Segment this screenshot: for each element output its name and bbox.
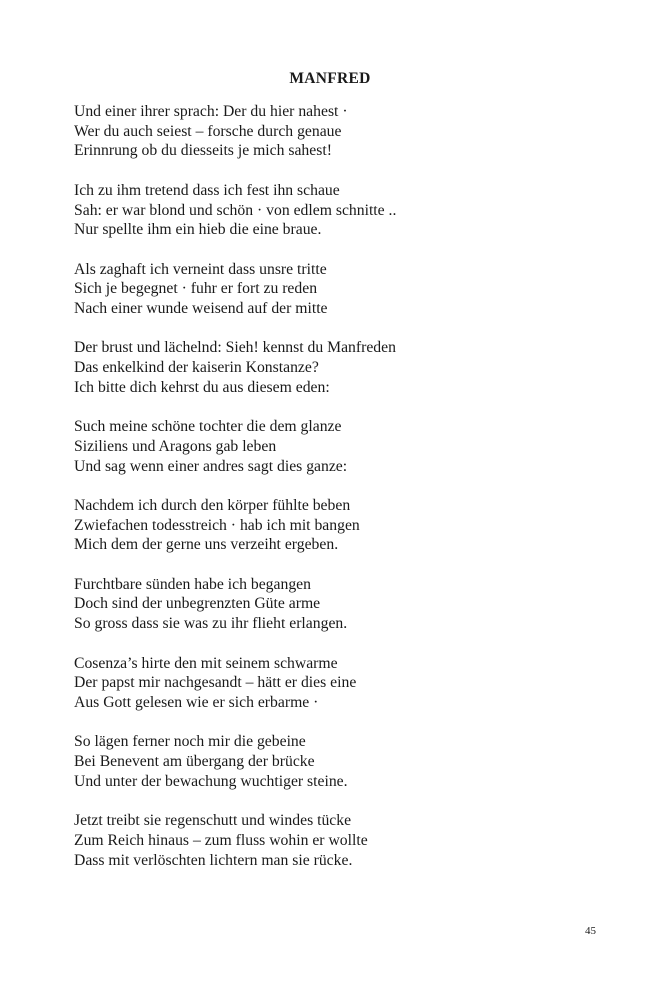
verse-line: Furchtbare sünden habe ich begangen [74, 575, 311, 593]
stanza [74, 654, 594, 713]
verse-line: Siziliens und Aragons gab leben [74, 437, 277, 455]
stanza [74, 575, 594, 634]
poem-title: MANFRED [289, 70, 371, 87]
verse-line: Und einer ihrer sprach: Der du hier nahest · [74, 103, 348, 120]
verse-line: Zwiefachen todesstreich · hab ich mit bangen [74, 516, 360, 534]
verse-line: Der brust und lächelnd: Sieh! kennst du Manfreden [74, 339, 396, 357]
stanza [74, 417, 594, 476]
verse-line: Ich zu ihm tretend dass ich fest ihn schaue [74, 181, 340, 199]
verse-line: Zum Reich hinaus – zum fluss wohin er wollte [74, 831, 368, 849]
stanza [74, 496, 594, 555]
stanza [74, 811, 594, 870]
verse-line: Und unter der bewachung wuchtiger steine. [74, 772, 348, 790]
stanza [74, 260, 594, 319]
poem-body [74, 102, 594, 890]
verse-line: Und sag wenn einer andres sagt dies ganze: [74, 457, 348, 475]
verse-line: So gross dass sie was zu ihr flieht erlangen. [74, 615, 348, 633]
verse-line: Bei Benevent am übergang der brücke [74, 753, 315, 771]
verse-line: Aus Gott gelesen wie er sich erbarme · [74, 693, 319, 711]
verse-line: Wer du auch seiest – forsche durch genaue [74, 122, 342, 140]
verse-line: Dass mit verlöschten lichtern man sie rücke. [74, 851, 353, 869]
verse-line: Jetzt treibt sie regenschutt und windes tücke [74, 812, 352, 830]
verse-line: Als zaghaft ich verneint dass unsre tritte [74, 260, 327, 278]
stanza [74, 181, 594, 240]
verse-line: Such meine schöne tochter die dem glanze [74, 418, 342, 436]
verse-line: Sich je begegnet · fuhr er fort zu reden [74, 280, 318, 298]
verse-line: So lägen ferner noch mir die gebeine [74, 733, 306, 751]
verse-line: Ich bitte dich kehrst du aus diesem eden: [74, 378, 330, 396]
stanza [74, 732, 594, 791]
verse-line: Sah: er war blond und schön · von edlem schnitte .. [74, 201, 397, 219]
page-number: 45 [585, 925, 596, 937]
verse-line: Cosenza’s hirte den mit seinem schwarme [74, 654, 338, 672]
stanza [74, 102, 594, 161]
verse-line: Der papst mir nachgesandt – hätt er dies eine [74, 674, 357, 692]
verse-line: Nach einer wunde weisend auf der mitte [74, 300, 328, 317]
verse-line: Nur spellte ihm ein hieb die eine braue. [74, 221, 322, 239]
stanza [74, 338, 594, 397]
verse-line: Nachdem ich durch den körper fühlte beben [74, 496, 351, 514]
verse-line: Mich dem der gerne uns verzeiht ergeben. [74, 536, 339, 554]
verse-line: Doch sind der unbegrenzten Güte arme [74, 595, 321, 613]
verse-line: Erinnrung ob du diesseits je mich sahest! [74, 142, 332, 160]
verse-line: Das enkelkind der kaiserin Konstanze? [74, 359, 319, 377]
